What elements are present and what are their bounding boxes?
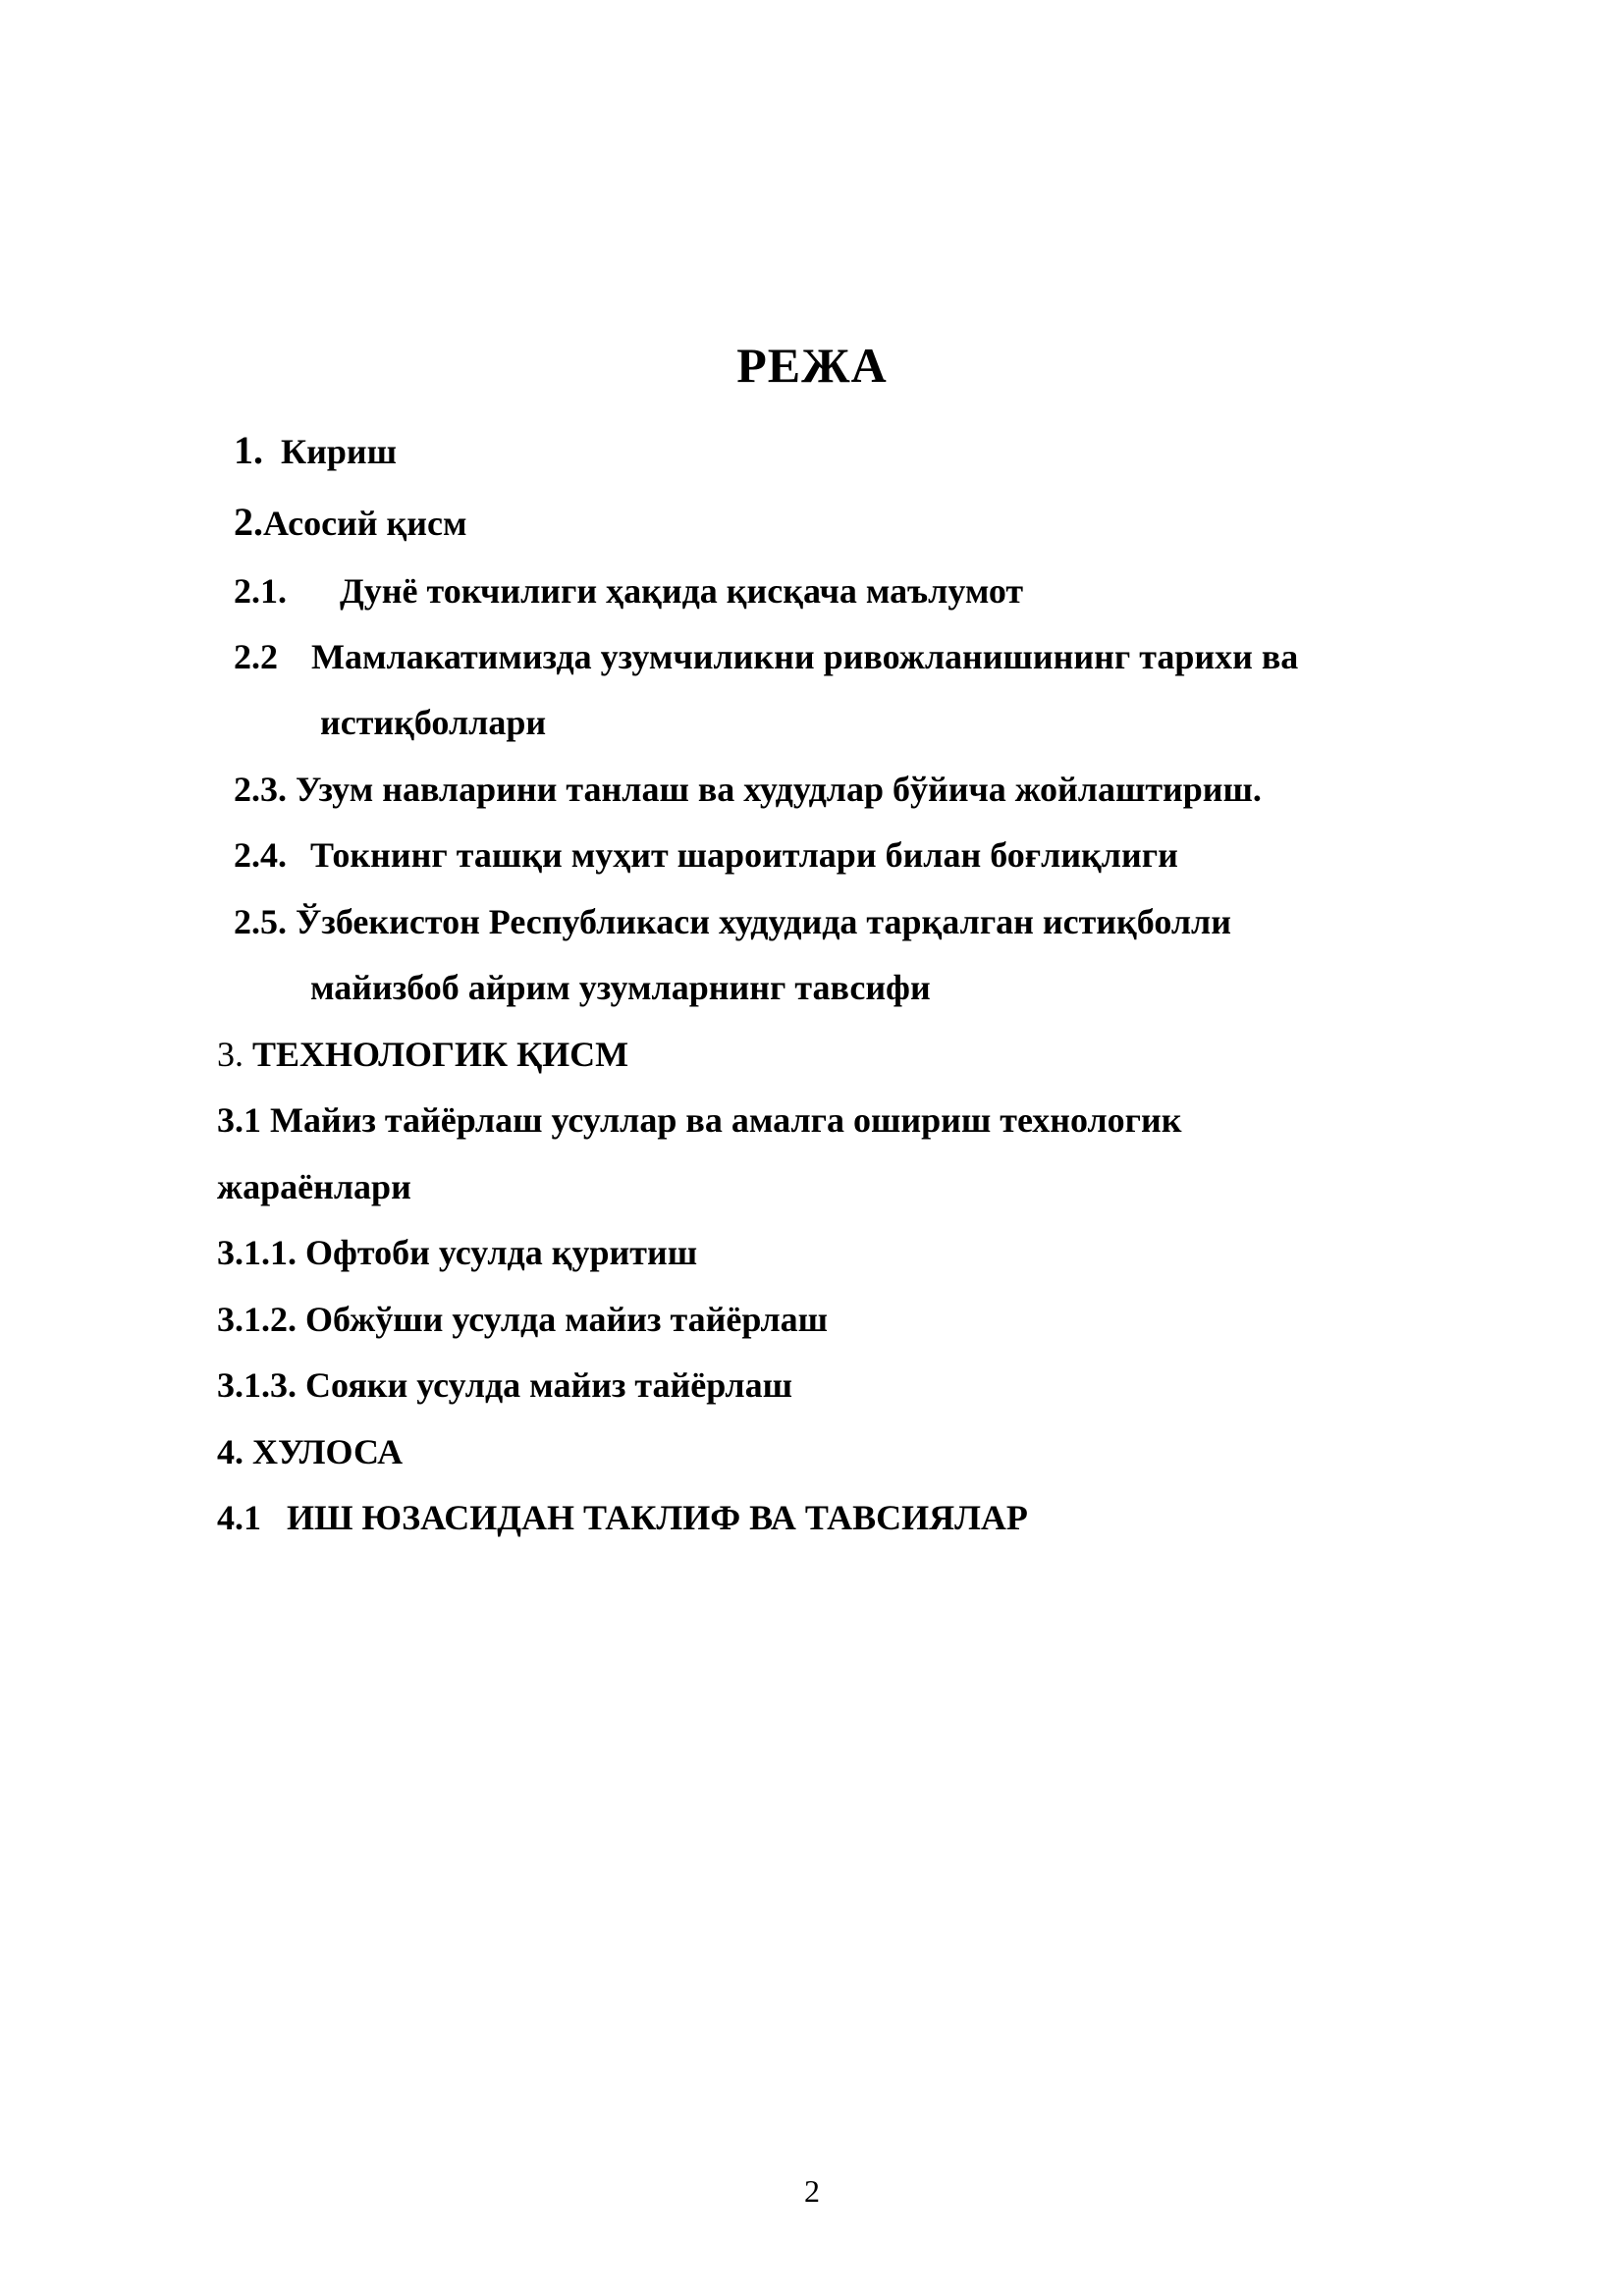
- toc-item-number: 4.1: [217, 1498, 261, 1537]
- toc-item-text: Ўзбекистон Республикаси худудида тарқалган истиқболли: [296, 902, 1231, 941]
- toc-item-4-1: [217, 1496, 1028, 1539]
- toc-item-2-5-continuation: майизбоб айрим узумларнинг тавсифи: [310, 968, 931, 1007]
- toc-item-number: 2.4.: [234, 835, 287, 875]
- toc-item-number: 3.1: [217, 1100, 261, 1140]
- toc-item-3: [217, 1033, 628, 1076]
- toc-item-text: ХУЛОСА: [252, 1432, 404, 1471]
- page-number: 2: [804, 2173, 820, 2209]
- toc-item-text: Кириш: [281, 432, 398, 471]
- toc-item-number: 2.: [234, 500, 263, 544]
- toc-item-text: Дунё токчилиги ҳақида қисқача маълумот: [340, 571, 1024, 611]
- toc-item-number: 2.5.: [234, 902, 287, 941]
- toc-item-number: 2.3.: [234, 770, 287, 809]
- toc-item-2-3: [234, 768, 1262, 811]
- toc-item-3-1-3: [217, 1363, 792, 1407]
- toc-item-text: Мамлакатимизда узумчиликни ривожланишининг тарихи ва: [311, 637, 1299, 676]
- toc-item-2-5: [234, 900, 1231, 943]
- toc-item-1: [234, 429, 397, 473]
- toc-item-number: 3.1.1.: [217, 1233, 297, 1272]
- toc-item-2-1: [234, 569, 1023, 613]
- toc-item-number: 2.2: [234, 637, 278, 676]
- toc-item-2-4: [234, 833, 1178, 877]
- toc-item-text: Майиз тайёрлаш усуллар ва амалга ошириш технологик: [270, 1100, 1182, 1140]
- toc-item-text: Токнинг ташқи муҳит шароитлари билан боғлиқлиги: [310, 835, 1178, 875]
- toc-item-text: Офтоби усулда қуритиш: [305, 1233, 698, 1272]
- toc-item-3-1-continuation: жараёнлари: [217, 1167, 411, 1206]
- toc-item-number: 1.: [234, 428, 263, 472]
- toc-item-2: [234, 501, 467, 545]
- document-title: РЕЖА: [736, 338, 888, 393]
- toc-item-text: Сояки усулда майиз тайёрлаш: [305, 1365, 792, 1405]
- toc-item-text: Обжўши усулда майиз тайёрлаш: [305, 1300, 829, 1339]
- toc-item-2-2-continuation: истиқболлари: [320, 703, 547, 742]
- toc-item-3-1-2: [217, 1298, 828, 1341]
- toc-item-text: ТЕХНОЛОГИК ҚИСМ: [252, 1035, 629, 1074]
- toc-item-3-1-1: [217, 1231, 697, 1274]
- toc-item-2-2: [234, 635, 1298, 678]
- toc-item-4: [217, 1430, 403, 1473]
- toc-item-text: Узум навларини танлаш ва худудлар бўйича жойлаштириш.: [296, 770, 1262, 809]
- toc-item-number: 4.: [217, 1432, 244, 1471]
- toc-item-text: Асосий қисм: [263, 504, 467, 543]
- toc-item-number: 3.1.2.: [217, 1300, 297, 1339]
- toc-item-3-1: [217, 1098, 1182, 1142]
- toc-item-text: ИШ ЮЗАСИДАН ТАКЛИФ ВА ТАВСИЯЛАР: [287, 1498, 1028, 1537]
- toc-item-number: 3.: [217, 1035, 244, 1074]
- toc-item-number: 2.1.: [234, 571, 287, 611]
- toc-item-number: 3.1.3.: [217, 1365, 297, 1405]
